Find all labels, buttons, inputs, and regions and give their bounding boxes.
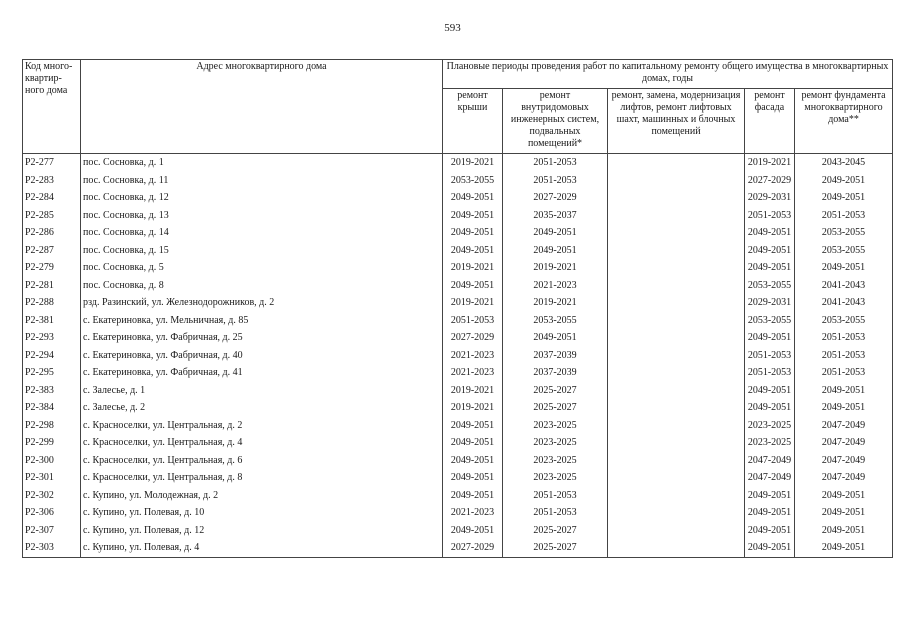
cell-code: Р2-283: [23, 172, 81, 190]
cell-address: пос. Сосновка, д. 13: [81, 207, 443, 225]
cell-roof: 2049-2051: [443, 417, 503, 435]
cell-code: Р2-295: [23, 364, 81, 382]
cell-code: Р2-383: [23, 382, 81, 400]
cell-address: с. Екатериновка, ул. Мельничная, д. 85: [81, 312, 443, 330]
cell-code: Р2-284: [23, 189, 81, 207]
cell-address: пос. Сосновка, д. 14: [81, 224, 443, 242]
cell-facade: 2027-2029: [745, 172, 795, 190]
cell-code: Р2-294: [23, 347, 81, 365]
cell-foundation: 2051-2053: [795, 364, 893, 382]
cell-code: Р2-298: [23, 417, 81, 435]
cell-elevators: [608, 294, 745, 312]
cell-address: с. Купино, ул. Молодежная, д. 2: [81, 487, 443, 505]
cell-elevators: [608, 172, 745, 190]
cell-foundation: 2053-2055: [795, 242, 893, 260]
cell-roof: 2049-2051: [443, 469, 503, 487]
cell-code: Р2-384: [23, 399, 81, 417]
cell-roof: 2049-2051: [443, 277, 503, 295]
cell-foundation: 2049-2051: [795, 189, 893, 207]
cell-facade: 2053-2055: [745, 312, 795, 330]
cell-foundation: 2049-2051: [795, 522, 893, 540]
table-row: [23, 347, 893, 365]
header-address: Адрес многоквартирного дома: [81, 60, 443, 154]
cell-facade: 2051-2053: [745, 207, 795, 225]
cell-foundation: 2047-2049: [795, 417, 893, 435]
capital-repair-table: [22, 59, 893, 558]
cell-facade: 2049-2051: [745, 487, 795, 505]
table-row: [23, 189, 893, 207]
cell-roof: 2049-2051: [443, 242, 503, 260]
cell-facade: 2049-2051: [745, 504, 795, 522]
table-row: [23, 224, 893, 242]
cell-roof: 2049-2051: [443, 487, 503, 505]
cell-roof: 2021-2023: [443, 347, 503, 365]
header-periods: Плановые периоды проведения работ по капитальному ремонту общего имущества в многоквартирных домах, годы: [443, 60, 893, 89]
cell-systems: 2023-2025: [503, 434, 608, 452]
cell-code: Р2-277: [23, 154, 81, 172]
cell-foundation: 2047-2049: [795, 434, 893, 452]
cell-elevators: [608, 469, 745, 487]
page-number: 593: [444, 22, 461, 34]
cell-roof: 2049-2051: [443, 189, 503, 207]
cell-systems: 2051-2053: [503, 504, 608, 522]
cell-foundation: 2049-2051: [795, 539, 893, 557]
cell-roof: 2051-2053: [443, 312, 503, 330]
cell-address: пос. Сосновка, д. 11: [81, 172, 443, 190]
table-row: [23, 539, 893, 557]
cell-elevators: [608, 277, 745, 295]
cell-elevators: [608, 417, 745, 435]
table-row: [23, 504, 893, 522]
cell-address: пос. Сосновка, д. 8: [81, 277, 443, 295]
cell-elevators: [608, 154, 745, 172]
cell-roof: 2053-2055: [443, 172, 503, 190]
cell-elevators: [608, 382, 745, 400]
cell-address: с. Красноселки, ул. Центральная, д. 2: [81, 417, 443, 435]
cell-address: с. Екатериновка, ул. Фабричная, д. 41: [81, 364, 443, 382]
cell-systems: 2049-2051: [503, 329, 608, 347]
cell-foundation: 2053-2055: [795, 224, 893, 242]
table-row: [23, 277, 893, 295]
cell-code: Р2-299: [23, 434, 81, 452]
cell-systems: 2051-2053: [503, 172, 608, 190]
cell-facade: 2049-2051: [745, 224, 795, 242]
header-facade: ремонт фасада: [745, 89, 795, 154]
cell-facade: 2019-2021: [745, 154, 795, 172]
cell-elevators: [608, 224, 745, 242]
cell-code: Р2-306: [23, 504, 81, 522]
cell-code: Р2-307: [23, 522, 81, 540]
cell-foundation: 2051-2053: [795, 347, 893, 365]
cell-foundation: 2049-2051: [795, 504, 893, 522]
cell-elevators: [608, 189, 745, 207]
table-row: [23, 434, 893, 452]
cell-address: с. Екатериновка, ул. Фабричная, д. 25: [81, 329, 443, 347]
cell-roof: 2019-2021: [443, 399, 503, 417]
cell-foundation: 2051-2053: [795, 207, 893, 225]
cell-facade: 2047-2049: [745, 469, 795, 487]
cell-roof: 2019-2021: [443, 259, 503, 277]
cell-systems: 2023-2025: [503, 452, 608, 470]
cell-systems: 2025-2027: [503, 382, 608, 400]
table-row: [23, 452, 893, 470]
cell-systems: 2035-2037: [503, 207, 608, 225]
cell-systems: 2049-2051: [503, 224, 608, 242]
header-elevators: ремонт, замена, модернизация лифтов, ремонт лифтовых шахт, машинных и блочных помещений: [608, 89, 745, 154]
cell-address: пос. Сосновка, д. 5: [81, 259, 443, 277]
table-row: [23, 469, 893, 487]
cell-foundation: 2049-2051: [795, 382, 893, 400]
table-row: [23, 382, 893, 400]
cell-roof: 2049-2051: [443, 207, 503, 225]
cell-elevators: [608, 347, 745, 365]
cell-address: с. Залесье, д. 2: [81, 399, 443, 417]
cell-address: с. Купино, ул. Полевая, д. 4: [81, 539, 443, 557]
cell-roof: 2021-2023: [443, 364, 503, 382]
cell-facade: 2053-2055: [745, 277, 795, 295]
cell-elevators: [608, 364, 745, 382]
cell-address: пос. Сосновка, д. 1: [81, 154, 443, 172]
table-row: [23, 364, 893, 382]
cell-elevators: [608, 487, 745, 505]
cell-code: Р2-281: [23, 277, 81, 295]
cell-systems: 2025-2027: [503, 539, 608, 557]
cell-code: Р2-286: [23, 224, 81, 242]
cell-code: Р2-279: [23, 259, 81, 277]
cell-facade: 2023-2025: [745, 434, 795, 452]
cell-facade: 2029-2031: [745, 189, 795, 207]
cell-roof: 2049-2051: [443, 452, 503, 470]
cell-address: пос. Сосновка, д. 15: [81, 242, 443, 260]
cell-facade: 2049-2051: [745, 522, 795, 540]
table-row: [23, 417, 893, 435]
cell-code: Р2-300: [23, 452, 81, 470]
cell-facade: 2049-2051: [745, 329, 795, 347]
table-row: [23, 487, 893, 505]
cell-systems: 2049-2051: [503, 242, 608, 260]
cell-code: Р2-287: [23, 242, 81, 260]
cell-foundation: 2041-2043: [795, 277, 893, 295]
cell-facade: 2047-2049: [745, 452, 795, 470]
header-foundation: ремонт фундамента многоквартирного дома**: [795, 89, 893, 154]
cell-facade: 2023-2025: [745, 417, 795, 435]
cell-address: пос. Сосновка, д. 12: [81, 189, 443, 207]
cell-systems: 2021-2023: [503, 277, 608, 295]
cell-roof: 2027-2029: [443, 329, 503, 347]
cell-address: с. Екатериновка, ул. Фабричная, д. 40: [81, 347, 443, 365]
cell-elevators: [608, 522, 745, 540]
cell-systems: 2025-2027: [503, 522, 608, 540]
cell-foundation: 2043-2045: [795, 154, 893, 172]
cell-roof: 2049-2051: [443, 434, 503, 452]
cell-code: Р2-285: [23, 207, 81, 225]
cell-elevators: [608, 539, 745, 557]
cell-systems: 2019-2021: [503, 294, 608, 312]
cell-code: Р2-288: [23, 294, 81, 312]
cell-code: Р2-301: [23, 469, 81, 487]
cell-address: с. Купино, ул. Полевая, д. 10: [81, 504, 443, 522]
cell-elevators: [608, 329, 745, 347]
cell-address: с. Купино, ул. Полевая, д. 12: [81, 522, 443, 540]
table-row: [23, 522, 893, 540]
cell-systems: 2051-2053: [503, 154, 608, 172]
table-row: [23, 312, 893, 330]
cell-systems: 2037-2039: [503, 347, 608, 365]
cell-roof: 2049-2051: [443, 522, 503, 540]
cell-roof: 2019-2021: [443, 294, 503, 312]
cell-foundation: 2049-2051: [795, 259, 893, 277]
cell-elevators: [608, 207, 745, 225]
cell-foundation: 2049-2051: [795, 172, 893, 190]
cell-foundation: 2047-2049: [795, 452, 893, 470]
table-row: [23, 259, 893, 277]
cell-foundation: 2051-2053: [795, 329, 893, 347]
cell-elevators: [608, 399, 745, 417]
cell-facade: 2049-2051: [745, 399, 795, 417]
cell-facade: 2049-2051: [745, 242, 795, 260]
cell-systems: 2051-2053: [503, 487, 608, 505]
cell-elevators: [608, 259, 745, 277]
cell-code: Р2-303: [23, 539, 81, 557]
cell-roof: 2021-2023: [443, 504, 503, 522]
cell-elevators: [608, 242, 745, 260]
cell-systems: 2037-2039: [503, 364, 608, 382]
cell-roof: 2019-2021: [443, 154, 503, 172]
cell-elevators: [608, 434, 745, 452]
cell-foundation: 2041-2043: [795, 294, 893, 312]
cell-systems: 2025-2027: [503, 399, 608, 417]
header-code: Код много-квартир-ного дома: [23, 60, 81, 154]
cell-elevators: [608, 452, 745, 470]
cell-foundation: 2047-2049: [795, 469, 893, 487]
cell-systems: 2027-2029: [503, 189, 608, 207]
cell-elevators: [608, 312, 745, 330]
table-row: [23, 242, 893, 260]
cell-code: Р2-381: [23, 312, 81, 330]
cell-facade: 2029-2031: [745, 294, 795, 312]
table-row: [23, 154, 893, 172]
cell-address: с. Красноселки, ул. Центральная, д. 4: [81, 434, 443, 452]
cell-address: рзд. Разинский, ул. Железнодорожников, д. 2: [81, 294, 443, 312]
cell-foundation: 2053-2055: [795, 312, 893, 330]
cell-systems: 2019-2021: [503, 259, 608, 277]
table-row: [23, 207, 893, 225]
table-row: [23, 329, 893, 347]
header-systems: ремонт внутридомовых инженерных систем, подвальных помещений*: [503, 89, 608, 154]
table-row: [23, 172, 893, 190]
cell-foundation: 2049-2051: [795, 487, 893, 505]
cell-facade: 2051-2053: [745, 364, 795, 382]
table-row: [23, 294, 893, 312]
cell-address: с. Красноселки, ул. Центральная, д. 8: [81, 469, 443, 487]
cell-elevators: [608, 504, 745, 522]
cell-facade: 2049-2051: [745, 539, 795, 557]
cell-roof: 2019-2021: [443, 382, 503, 400]
cell-facade: 2051-2053: [745, 347, 795, 365]
cell-code: Р2-293: [23, 329, 81, 347]
cell-address: с. Красноселки, ул. Центральная, д. 6: [81, 452, 443, 470]
table-body: [23, 154, 893, 558]
cell-foundation: 2049-2051: [795, 399, 893, 417]
cell-systems: 2023-2025: [503, 417, 608, 435]
cell-systems: 2023-2025: [503, 469, 608, 487]
cell-roof: 2049-2051: [443, 224, 503, 242]
header-roof: ремонт крыши: [443, 89, 503, 154]
table-row: [23, 399, 893, 417]
cell-roof: 2027-2029: [443, 539, 503, 557]
cell-code: Р2-302: [23, 487, 81, 505]
cell-facade: 2049-2051: [745, 382, 795, 400]
cell-facade: 2049-2051: [745, 259, 795, 277]
cell-address: с. Залесье, д. 1: [81, 382, 443, 400]
cell-systems: 2053-2055: [503, 312, 608, 330]
